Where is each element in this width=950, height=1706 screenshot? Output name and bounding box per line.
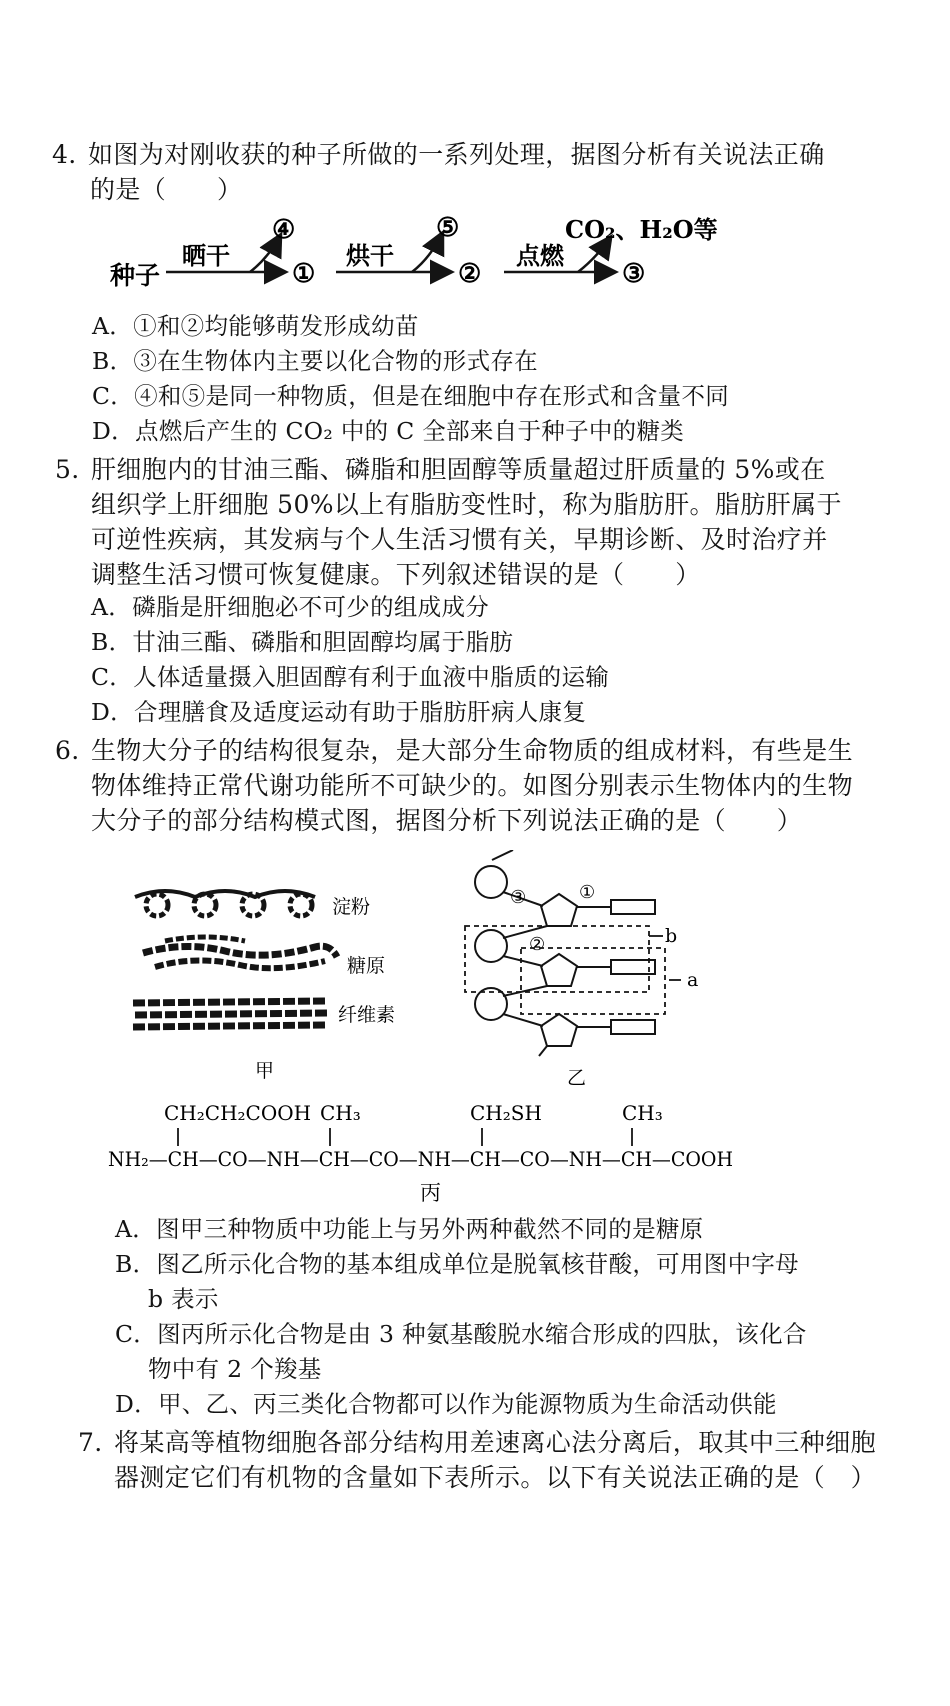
yi-label-2: ②: [529, 934, 546, 955]
yi-label-3: ③: [510, 887, 527, 908]
q5-number: 5.: [55, 455, 80, 484]
q4-option-d: D．点燃后产生的 CO₂ 中的 C 全部来自于种子中的糖类: [92, 417, 685, 445]
q5-option-a: A．磷脂是肝细胞必不可少的组成成分: [91, 593, 490, 621]
q6-option-c: C．图丙所示化合物是由 3 种氨基酸脱水缩合形成的四肽，该化合: [115, 1320, 807, 1348]
q5-stem-line2: 组织学上肝细胞 50%以上有脂肪变性时，称为脂肪肝。脂肪肝属于: [91, 490, 842, 519]
bing-side2: CH₃: [320, 1101, 361, 1125]
q6-option-b-cont: b 表示: [148, 1285, 219, 1313]
q4-stem-line2: 的是（ ）: [90, 175, 243, 204]
q7-stem-line2: 器测定它们有机物的含量如下表所示。以下有关说法正确的是（ ）: [114, 1463, 877, 1492]
q5-stem-text1: 肝细胞内的甘油三酯、磷脂和胆固醇等质量超过肝质量的 5%或在: [91, 455, 826, 484]
q6-option-c-cont: 物中有 2 个羧基: [148, 1355, 322, 1383]
cellulose-chain: [133, 1001, 330, 1027]
phosphate-1: [475, 866, 507, 898]
cellulose-label: 纤维素: [338, 1004, 396, 1026]
q5-option-c: C．人体适量摄入胆固醇有利于血液中脂质的运输: [91, 663, 610, 691]
q6-option-a: A．图甲三种物质中功能上与另外两种截然不同的是糖原: [115, 1215, 704, 1243]
bing-chain: NH₂—CH—CO—NH—CH—CO—NH—CH—CO—NH—CH—COOH: [108, 1147, 733, 1171]
q4-side4: ④: [272, 215, 296, 245]
q6-number: 6.: [55, 736, 80, 765]
glycogen-chain: [143, 937, 337, 968]
q4-step1-label: 晒干: [182, 241, 230, 270]
q5-stem-line4: 调整生活习惯可恢复健康。下列叙述错误的是（ ）: [91, 560, 701, 589]
q4-out3: ③: [622, 259, 646, 289]
starch-label: 淀粉: [332, 896, 371, 918]
q4-number: 4.: [52, 140, 77, 169]
bing-side3: CH₂SH: [470, 1101, 542, 1125]
starch-chain: [135, 891, 315, 916]
q6-option-d: D．甲、乙、丙三类化合物都可以作为能源物质为生命活动供能: [115, 1390, 777, 1418]
q7-stem-line1: [78, 1425, 876, 1461]
yi-label-a: a: [687, 969, 699, 991]
q4-out2: ②: [458, 259, 482, 289]
q4-stem-line1: [52, 137, 825, 173]
base-3: [611, 1020, 655, 1034]
sugar-3: [541, 1014, 577, 1046]
q6-stem-line1: [55, 733, 853, 769]
q4-stem-text1: 如图为对刚收获的种子所做的一系列处理，据图分析有关说法正确: [88, 140, 825, 169]
q6-stem-line3: 大分子的部分结构模式图，据图分析下列说法正确的是（ ）: [91, 806, 803, 835]
phosphate-2: [475, 930, 507, 962]
q4-option-a: A．①和②均能够萌发形成幼苗: [92, 312, 419, 340]
q4-option-b: B．③在生物体内主要以化合物的形式存在: [92, 347, 538, 375]
base-1: [611, 900, 655, 914]
q6-option-b: B．图乙所示化合物的基本组成单位是脱氧核苷酸，可用图中字母: [115, 1250, 799, 1278]
q4-out1: ①: [292, 259, 316, 289]
yi-label-b: b: [665, 925, 678, 947]
q5-stem-line3: 可逆性疾病，其发病与个人生活习惯有关，早期诊断、及时治疗并: [91, 525, 828, 554]
q4-step2-label: 烘干: [346, 241, 394, 270]
fig-jia-polysaccharides: [125, 875, 455, 1085]
glycogen-label: 糖原: [347, 955, 386, 977]
q4-side5: ⑤: [436, 213, 460, 243]
fig-jia-caption: 甲: [255, 1060, 275, 1082]
sugar-2: [541, 954, 577, 986]
bing-side1: CH₂CH₂COOH: [164, 1101, 312, 1125]
bing-side4: CH₃: [622, 1101, 663, 1125]
yi-label-1: ①: [579, 882, 596, 903]
q4-option-c: C．④和⑤是同一种物质，但是在细胞中存在形式和含量不同: [92, 382, 730, 410]
q7-stem-text1: 将某高等植物细胞各部分结构用差速离心法分离后，取其中三种细胞: [114, 1428, 877, 1457]
q4-products: CO₂、H₂O等: [565, 215, 718, 244]
q7-number: 7.: [78, 1428, 103, 1457]
q5-option-b: B．甘油三酯、磷脂和胆固醇均属于脂肪: [91, 628, 514, 656]
box-a: [521, 948, 665, 1014]
q6-stem-line2: 物体维持正常代谢功能所不可缺少的。如图分别表示生物体内的生物: [91, 771, 854, 800]
fig-yi-nucleotide-chain: [455, 850, 755, 1090]
q4-seed-label: 种子: [110, 261, 161, 290]
q4-step3-label: 点燃: [516, 241, 564, 270]
q5-option-d: D．合理膳食及适度运动有助于脂肪肝病人康复: [91, 698, 587, 726]
fig-bing-caption: 丙: [420, 1181, 441, 1205]
sugar-1: [541, 894, 577, 926]
q5-stem-line1: [55, 452, 826, 488]
q4-process-diagram: [100, 208, 740, 298]
fig-bing-peptide: [108, 1090, 768, 1210]
q6-stem-text1: 生物大分子的结构很复杂，是大部分生命物质的组成材料，有些是生: [91, 736, 854, 765]
fig-yi-caption: 乙: [567, 1067, 587, 1089]
